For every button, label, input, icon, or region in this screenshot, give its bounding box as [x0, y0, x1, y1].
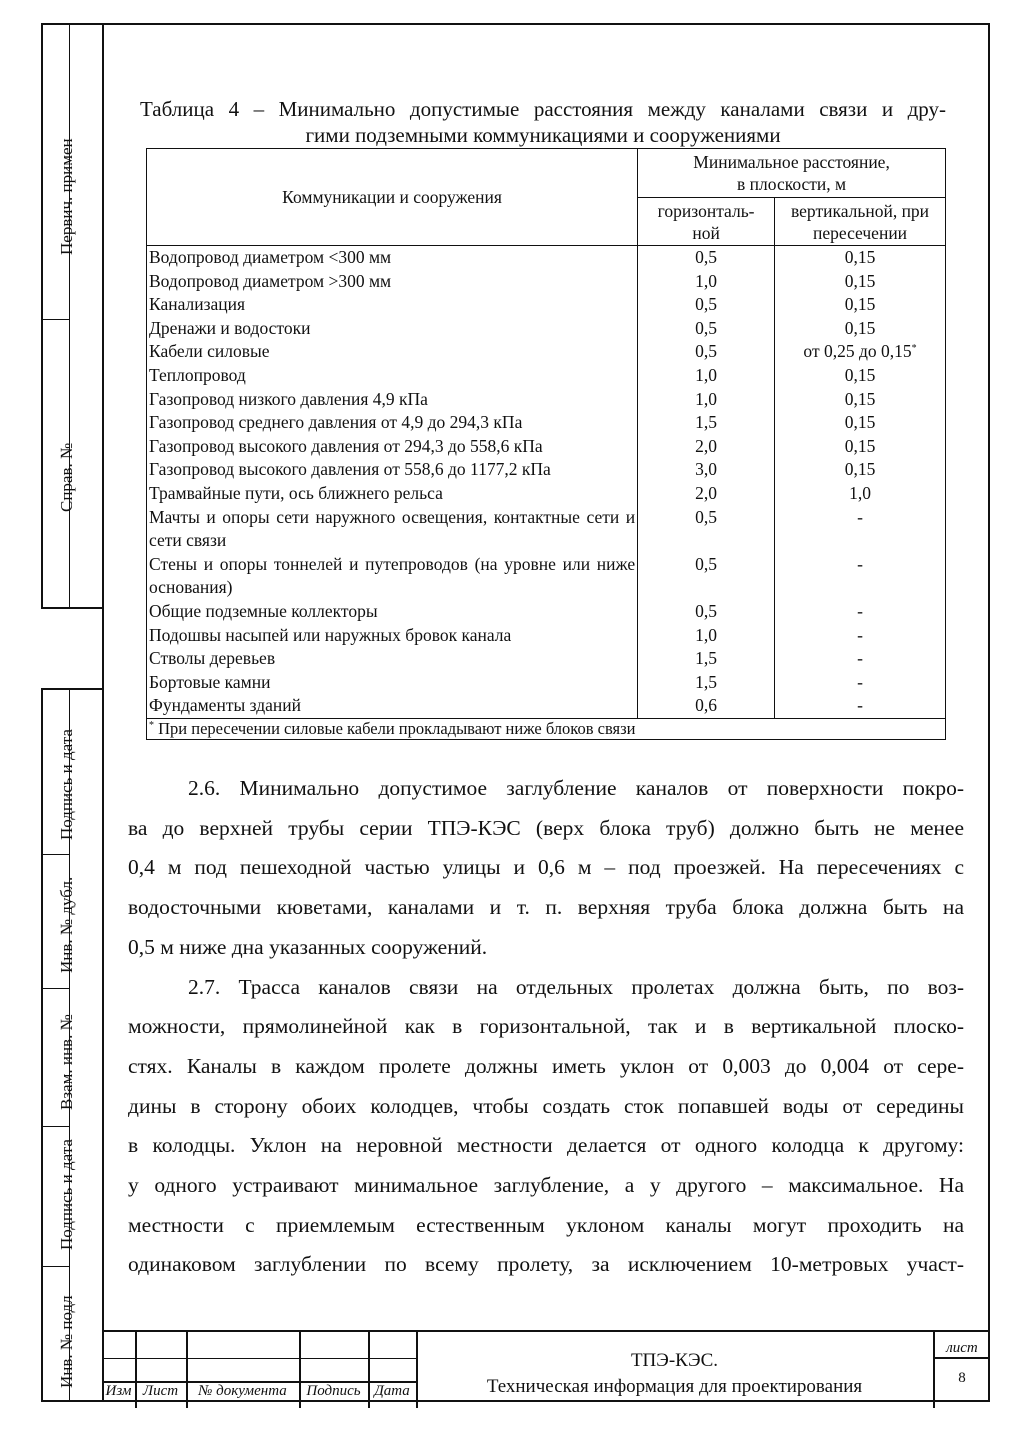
side-label-first-use: Первич. примен: [57, 138, 76, 255]
table-row: [147, 600, 946, 624]
row-name: Общие подземные коллекторы: [147, 600, 638, 624]
text-line: водосточными кюветами, каналами и т. п. верхняя труба блока должна быть на: [128, 895, 964, 920]
footnote-text: При пересечении силовые кабели прокладывают ниже блоков связи: [154, 718, 636, 738]
document-code: ТПЭ-КЭС.: [630, 1350, 719, 1371]
text-line: в колодцы. Уклон на неровной местности делается от одного колодца к другому:: [128, 1133, 964, 1158]
distances-table: [146, 148, 946, 740]
side-label-dup-inv: Инв. № дубл.: [57, 876, 76, 973]
row-name: Газопровод высокого давления от 294,3 до 558,6 кПа: [147, 435, 638, 459]
table-row: [147, 435, 946, 459]
table-footnote-row: [147, 718, 946, 739]
row-horizontal: 0,5: [638, 293, 775, 317]
row-name: Бортовые камни: [147, 671, 638, 695]
row-name: Газопровод низкого давления 4,9 кПа: [147, 388, 638, 412]
row-horizontal: 0,5: [638, 317, 775, 341]
row-vertical: 0,15: [775, 458, 946, 482]
table-row: [147, 647, 946, 671]
row-horizontal: 1,0: [638, 270, 775, 294]
table-row: [147, 293, 946, 317]
header-vertical: [775, 198, 946, 246]
side-label-sign-date-2: Подпись и дата: [57, 1139, 76, 1250]
text-line: 2.7. Трасса каналов связи на отдельных пролетах должна быть, по воз-: [188, 974, 964, 999]
text-line: 2.6. Минимально допустимое заглубление каналов от поверхности покро-: [188, 776, 964, 800]
table-footnote: [147, 718, 946, 739]
text-line: одинаковом заглублении по всему пролету, за исключением 10-метровых участ-: [128, 1252, 964, 1277]
row-vertical: -: [775, 506, 946, 553]
table-row: [147, 388, 946, 412]
row-vertical: 0,15: [775, 293, 946, 317]
row-vertical: 1,0: [775, 482, 946, 506]
row-name: Трамвайные пути, ось ближнего рельса: [147, 482, 638, 506]
header-min-distance-line1: Минимальное расстояние,: [693, 152, 890, 172]
text-line: стях. Каналы в каждом пролете должны иметь уклон от 0,003 до 0,004 от сере-: [128, 1053, 964, 1078]
table-caption: [140, 96, 946, 148]
row-name: Кабели силовые: [147, 340, 638, 364]
side-label-orig-inv: Инв. № подл: [57, 1295, 76, 1388]
side-label-ref-no: Справ. №: [57, 442, 76, 512]
row-name: Подошвы насыпей или наружных бровок канала: [147, 624, 638, 648]
header-horizontal-line2: ной: [692, 222, 720, 243]
row-horizontal: 0,6: [638, 694, 775, 718]
row-name: Мачты и опоры сети наружного освещения, контактные сети и сети связи: [147, 506, 638, 553]
row-horizontal: 2,0: [638, 482, 775, 506]
row-horizontal: 1,5: [638, 411, 775, 435]
row-vertical: 0,15: [775, 388, 946, 412]
row-vertical: 0,15: [775, 411, 946, 435]
header-horizontal: [638, 198, 775, 246]
row-vertical: -: [775, 671, 946, 695]
row-horizontal: 0,5: [638, 600, 775, 624]
row-vertical: [775, 340, 946, 364]
stamp-label-date: Дата: [374, 1383, 410, 1399]
row-vertical: 0,15: [775, 246, 946, 270]
row-horizontal: 1,0: [638, 388, 775, 412]
row-vertical-value: от 0,25 до 0,15: [803, 341, 912, 362]
row-horizontal: 0,5: [638, 553, 775, 600]
side-stamp-upper: [41, 23, 102, 609]
row-name: Теплопровод: [147, 364, 638, 388]
header-min-distance-line2: в плоскости, м: [737, 174, 847, 194]
stamp-label-change: Изм: [105, 1383, 132, 1399]
table-row: [147, 458, 946, 482]
table-row: [147, 411, 946, 435]
text-line: дины в сторону обоих колодцев, чтобы создать сток попавшей воды от середины: [128, 1093, 964, 1118]
row-name: Стены и опоры тоннелей и путепроводов (на уровне или ниже основания): [147, 553, 638, 600]
text-line: 0,4 м под пешеходной частью улицы и 0,6 м – под проезжей. На пересечениях с: [128, 855, 964, 880]
row-name: Фундаменты зданий: [147, 694, 638, 718]
text-line: у одного устраивают минимальное заглубление, а у другого – максимальное. На: [128, 1173, 964, 1198]
table-row: [147, 340, 946, 364]
header-communications: Коммуникации и сооружения: [147, 149, 638, 246]
side-label-repl-inv: Взам. инв. №: [57, 1014, 76, 1110]
row-name: Канализация: [147, 293, 638, 317]
row-horizontal: 1,0: [638, 624, 775, 648]
row-horizontal: 1,0: [638, 364, 775, 388]
row-vertical: -: [775, 553, 946, 600]
footnote-mark: *: [149, 719, 154, 731]
footnote-mark: *: [911, 343, 917, 355]
header-min-distance: [638, 149, 946, 198]
row-name: Водопровод диаметром >300 мм: [147, 270, 638, 294]
text-line: можности, прямолинейной как в горизонтальной, так и в вертикальной плоско-: [128, 1014, 964, 1039]
stamp-label-sheet: Лист: [142, 1383, 179, 1399]
table-row: [147, 317, 946, 341]
row-horizontal: 0,5: [638, 506, 775, 553]
body-text: [128, 769, 964, 1285]
row-name: Водопровод диаметром <300 мм: [147, 246, 638, 270]
text-line: 0,5 м ниже дна указанных сооружений.: [128, 934, 488, 959]
row-name: Дренажи и водостоки: [147, 317, 638, 341]
sheet-label: лист: [946, 1340, 978, 1356]
text-line: местности с приемлемым естественным уклоном каналы могут проходить на: [128, 1212, 964, 1237]
row-vertical: 0,15: [775, 435, 946, 459]
stamp-label-doc-no: № документа: [198, 1383, 287, 1399]
row-horizontal: 0,5: [638, 340, 775, 364]
row-vertical: -: [775, 694, 946, 718]
side-stamp-lower: [41, 688, 102, 1402]
row-horizontal: 2,0: [638, 435, 775, 459]
table-row: [147, 671, 946, 695]
row-vertical: 0,15: [775, 270, 946, 294]
header-vertical-line2: пересечении: [812, 222, 908, 243]
header-horizontal-line1: горизонталь-: [657, 200, 755, 221]
row-name: Стволы деревьев: [147, 647, 638, 671]
table-row: [147, 506, 946, 553]
table-row: [147, 553, 946, 600]
table-row: [147, 270, 946, 294]
row-horizontal: 1,5: [638, 647, 775, 671]
row-vertical: -: [775, 600, 946, 624]
side-label-sign-date-1: Подпись и дата: [57, 729, 76, 840]
table-caption-line1: Таблица 4 – Минимально допустимые расстояния между каналами связи и дру-: [140, 97, 946, 121]
paragraph-2-6: [128, 769, 964, 809]
row-vertical: -: [775, 647, 946, 671]
title-block: [102, 1330, 990, 1402]
table-row: [147, 246, 946, 270]
text-line: ва до верхней трубы серии ТПЭ-КЭС (верх блока труб) должно быть не менее: [128, 815, 964, 840]
paragraph-2-7: [128, 968, 964, 1008]
sheet-number: 8: [958, 1370, 966, 1386]
row-horizontal: 3,0: [638, 458, 775, 482]
row-horizontal: 0,5: [638, 246, 775, 270]
row-name: Газопровод среднего давления от 4,9 до 294,3 кПа: [147, 411, 638, 435]
header-vertical-line1: вертикальной, при: [791, 200, 930, 221]
table-row: [147, 482, 946, 506]
row-vertical: 0,15: [775, 364, 946, 388]
document-title: Техническая информация для проектирования: [486, 1376, 863, 1397]
stamp-label-signature: Подпись: [306, 1383, 361, 1399]
table-row: [147, 694, 946, 718]
row-name: Газопровод высокого давления от 558,6 до 1177,2 кПа: [147, 458, 638, 482]
table-row: [147, 364, 946, 388]
row-vertical: -: [775, 624, 946, 648]
table-caption-line2: гими подземными коммуникациями и сооружениями: [305, 123, 781, 147]
row-vertical: 0,15: [775, 317, 946, 341]
stamp-line: [934, 1357, 990, 1359]
row-horizontal: 1,5: [638, 671, 775, 695]
table-row: [147, 624, 946, 648]
